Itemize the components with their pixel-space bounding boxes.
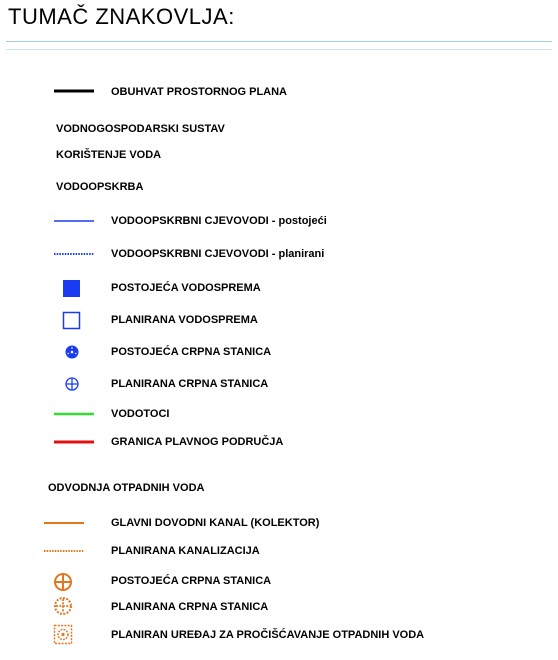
dotted-circle-pump-icon [53, 596, 73, 616]
title-divider-secondary [6, 49, 552, 50]
watercourses-label: VODOTOCI [111, 408, 170, 420]
section-wastewater: ODVODNJA OTPADNIH VODA [48, 482, 205, 494]
existing-pump-water-label: POSTOJEĆA CRPNA STANICA [111, 346, 272, 358]
section-water-management: VODNOGOSPODARSKI SUSTAV [56, 123, 225, 135]
section-water-supply: VODOOPSKRBA [56, 181, 144, 193]
flood-boundary-line-symbol [52, 437, 96, 447]
planned-pump-sewer-label: PLANIRANA CRPNA STANICA [111, 601, 269, 613]
outline-square-icon [62, 311, 82, 331]
planned-pipes-label: VODOOPSKRBNI CJEVOVODI - planirani [111, 248, 325, 260]
main-collector-label: GLAVNI DOVODNI KANAL (KOLEKTOR) [111, 517, 320, 529]
section-water-use: KORIŠTENJE VODA [56, 149, 162, 161]
planned-sewer-line-symbol [42, 546, 86, 556]
collector-line-symbol [42, 518, 86, 528]
existing-pipes-label: VODOOPSKRBNI CJEVOVODI - postojeći [111, 215, 327, 227]
planned-pump-water-label: PLANIRANA CRPNA STANICA [111, 378, 269, 390]
orange-circled-plus-icon [53, 572, 73, 592]
circled-plus-icon [64, 376, 80, 392]
planned-sewer-label: PLANIRANA KANALIZACIJA [111, 545, 260, 557]
watercourse-line-symbol [52, 409, 96, 419]
existing-reservoir-label: POSTOJEĆA VODOSPREMA [111, 282, 261, 294]
existing-pump-sewer-label: POSTOJEĆA CRPNA STANICA [111, 575, 272, 587]
existing-pipe-line-symbol [52, 216, 96, 226]
boundary-label: OBUHVAT PROSTORNOG PLANA [111, 86, 288, 98]
planned-reservoir-label: PLANIRANA VODOSPREMA [111, 314, 258, 326]
boundary-line-symbol [52, 86, 96, 96]
page-title: TUMAČ ZNAKOVLJA: [8, 4, 235, 29]
flood-boundary-label: GRANICA PLAVNOG PODRUČJA [111, 436, 284, 448]
treatment-plant-label: PLANIRAN UREĐAJ ZA PROČIŠĆAVANJE OTPADNIH VODA [111, 629, 425, 641]
filled-square-icon [62, 279, 82, 299]
planned-pipe-line-symbol [52, 249, 96, 259]
title-divider [6, 41, 552, 42]
treatment-plant-icon [53, 624, 73, 646]
filled-pump-station-icon [64, 344, 80, 360]
